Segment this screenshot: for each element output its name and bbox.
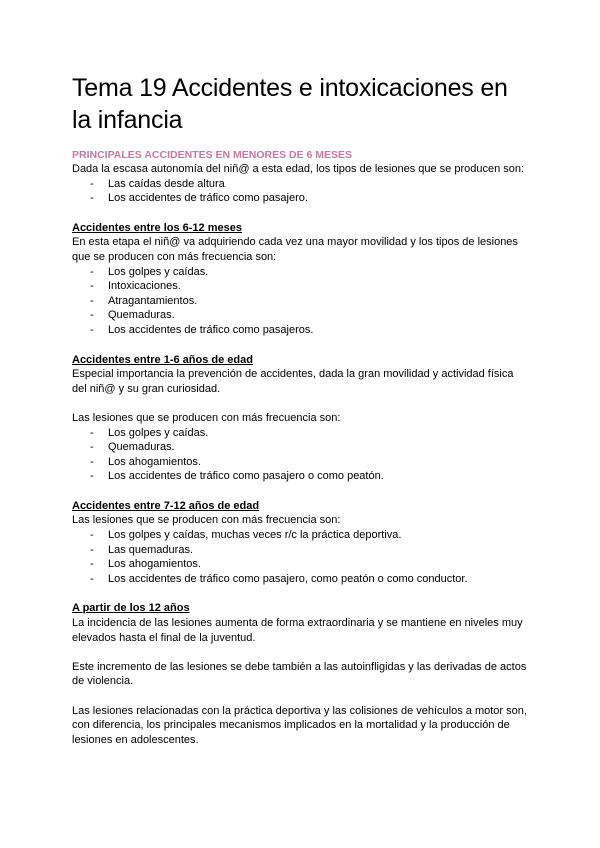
section-heading: A partir de los 12 años: [72, 602, 190, 615]
list-item: - Los ahogamientos.: [72, 455, 528, 470]
paragraph: Las lesiones relacionadas con la práctica deportiva y las colisiones de vehículos a motor son, con diferencia, los principales mecanismos implicados en la mortalidad y la producción de lesiones en adolescentes.: [72, 704, 527, 746]
paragraph: Especial importancia la prevención de accidentes, dada la gran movilidad y actividad física del niñ@ y su gran curiosidad.: [72, 368, 514, 395]
paragraph: Las lesiones que se producen con más frecuencia son:: [72, 514, 341, 527]
list-item: - Los accidentes de tráfico como pasajero o como peatón.: [72, 469, 528, 484]
list-item: - Quemaduras.: [72, 308, 528, 323]
list-item: - Los golpes y caídas.: [72, 426, 528, 441]
spacer: [72, 689, 528, 704]
list-item: - Quemaduras.: [72, 440, 528, 455]
list-item: - Los golpes y caídas, muchas veces r/c la práctica deportiva.: [72, 528, 528, 543]
list-item: - Los ahogamientos.: [72, 557, 528, 572]
section-subtitle: PRINCIPALES ACCIDENTES EN MENORES DE 6 MESES: [72, 149, 353, 161]
bullet-list-1: [72, 265, 528, 338]
section-heading: Accidentes entre los 6-12 meses: [72, 221, 242, 234]
spacer: [72, 396, 528, 411]
list-item: - Las quemaduras.: [72, 543, 528, 558]
spacer: [72, 645, 528, 660]
paragraph: La incidencia de las lesiones aumenta de forma extraordinaria y se mantiene en niveles muy elevados hasta el final de la juventud.: [72, 617, 523, 644]
list-item: - Intoxicaciones.: [72, 279, 528, 294]
list-item: - Atragantamientos.: [72, 294, 528, 309]
list-item: - Los golpes y caídas.: [72, 265, 528, 280]
section-heading: Accidentes entre 7-12 años de edad: [72, 499, 260, 512]
section-heading: Accidentes entre 1-6 años de edad: [72, 353, 253, 366]
bullet-list-2: [72, 426, 528, 484]
list-item: - Los accidentes de tráfico como pasajeros.: [72, 323, 528, 338]
list-item: - Los accidentes de tráfico como pasajero, como peatón o como conductor.: [72, 572, 528, 587]
intro-paragraph: Dada la escasa autonomía del niñ@ a esta edad, los tipos de lesiones que se producen son:: [72, 163, 525, 175]
paragraph: Este incremento de las lesiones se debe también a las autoinfligidas y las derivadas de actos de violencia.: [72, 660, 527, 688]
bullet-list-3: [72, 528, 528, 586]
bullet-list-0: [72, 177, 528, 206]
page-title: Tema 19 Accidentes e intoxicaciones en la infancia: [72, 74, 508, 134]
paragraph: En esta etapa el niñ@ va adquiriendo cada vez una mayor movilidad y los tipos de lesiones que se producen con más frecuencia son:: [72, 236, 518, 263]
paragraph: Las lesiones que se producen con más frecuencia son:: [72, 411, 341, 424]
list-item: - Las caídas desde altura: [72, 177, 528, 192]
list-item: - Los accidentes de tráfico como pasajero.: [72, 191, 528, 206]
